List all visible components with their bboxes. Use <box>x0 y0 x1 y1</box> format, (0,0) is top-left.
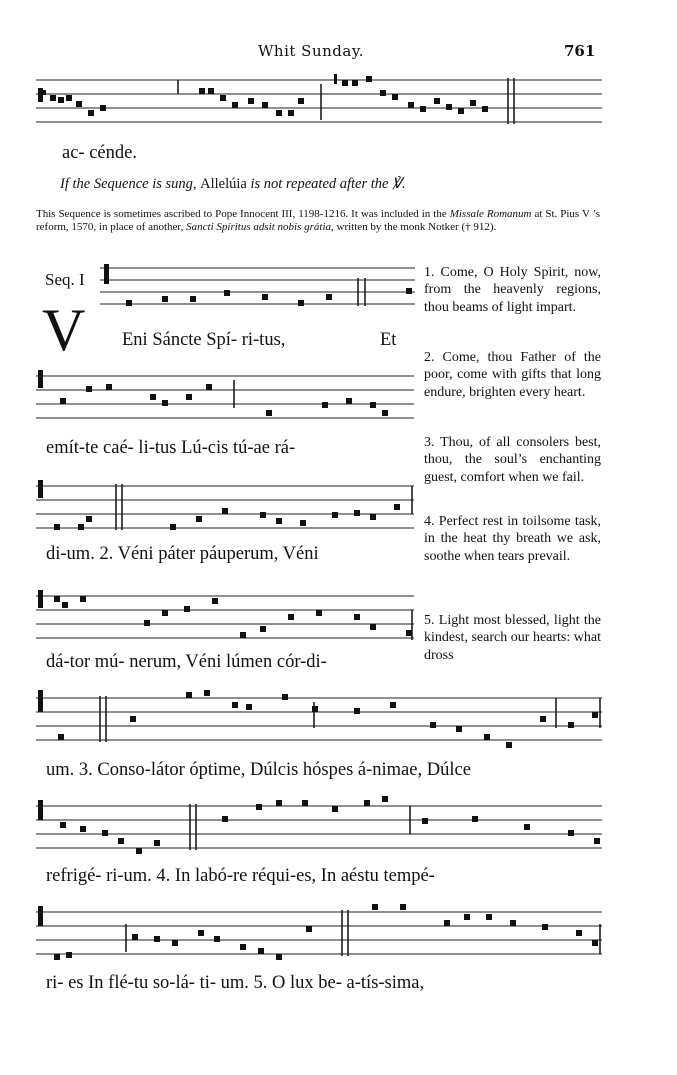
translation-verse-3: 3. Thou, of all consolers best, thou, the soul’s enchanting guest, comfort when we fail. <box>424 435 601 485</box>
music-staff-8 <box>36 898 602 970</box>
lyric-line-5: dá-tor mú- nerum, Véni lúmen cór-di- <box>46 652 327 672</box>
lyric-line-8: ri- es In flé-tu so-lá- ti- um. 5. O lux be- a-tís-sima, <box>46 973 425 993</box>
page-number: 761 <box>564 42 596 60</box>
lyric-line-3: emít-te caé- li-tus Lú-cis tú-ae rá- <box>46 438 296 458</box>
lyric-line-6: um. 3. Conso-látor óptime, Dúlcis hóspes á-nimae, Dúlce <box>46 760 471 780</box>
sequence-label: Seq. I <box>45 270 85 289</box>
translation-verse-1: 1. Come, O Holy Spirit, now, from the heavenly regions, thou beams of light impart. <box>424 265 601 315</box>
translation-verse-5: 5. Light most blessed, light the kindest, search our hearts: what dross <box>424 613 601 663</box>
translation-verse-2: 2. Come, thou Father of the poor, come with gifts that long endure, brighten every heart. <box>424 350 601 400</box>
music-staff-6 <box>36 684 602 756</box>
drop-cap: V <box>42 297 86 363</box>
lyric-line-7: refrigé- ri-um. 4. In labó-re réqui-es, In aéstu tempé- <box>46 866 435 886</box>
lyric-line-2-tail: Et <box>380 330 397 350</box>
page-header <box>0 42 677 62</box>
music-staff-5 <box>36 584 414 654</box>
lyric-line-1: ac- cénde. <box>62 143 137 163</box>
music-staff-7 <box>36 792 602 864</box>
lyric-line-4: di-um. 2. Véni páter páuperum, Véni <box>46 544 319 564</box>
music-staff-3 <box>36 362 414 432</box>
historical-note: This Sequence is sometimes ascribed to Pope Innocent III, 1198-1216. It was included in the Missale Romanum at St. Pius V ’s reform, 1570, in place of another, Sancti Spíritus adsit nobis grátia, written by the monk Notker († 912). <box>36 208 601 233</box>
translation-verse-4: 4. Perfect rest in toilsome task, in the heat thy breath we ask, soothe when tears prevail. <box>424 514 601 564</box>
rubric: If the Sequence is sung, Allelúia is not repeated after the ℣. <box>60 176 406 192</box>
lyric-line-2: Eni Sáncte Spí- ri-tus, <box>122 330 286 350</box>
music-staff-1 <box>36 70 602 130</box>
page-title: Whit Sunday. <box>258 42 365 60</box>
music-staff-2 <box>100 258 415 318</box>
music-staff-4 <box>36 474 414 544</box>
